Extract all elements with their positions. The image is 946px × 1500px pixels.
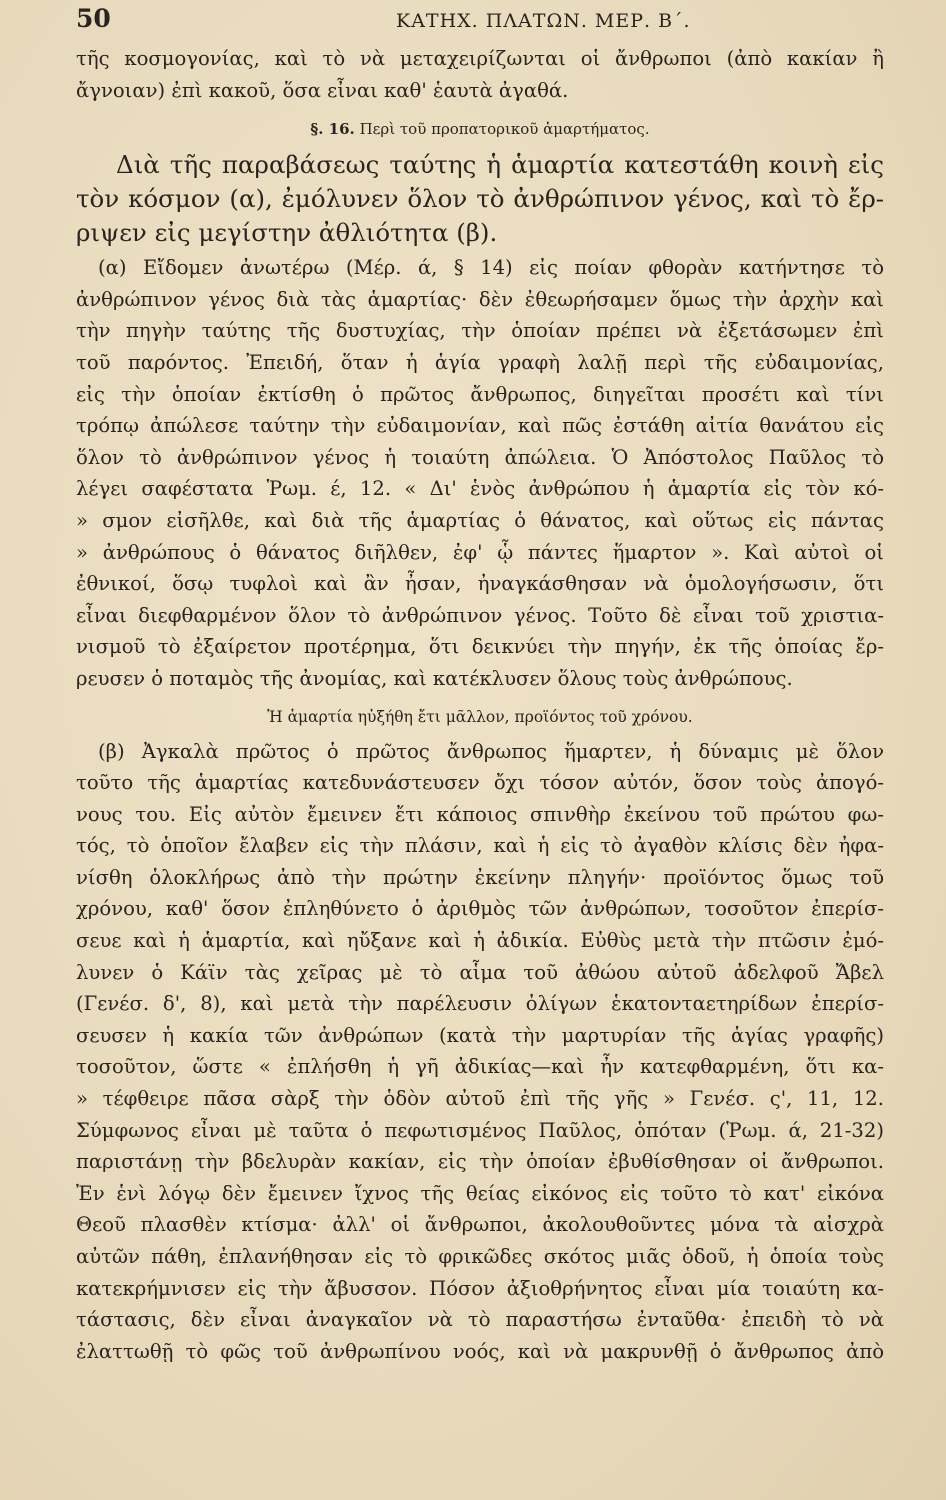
note-line: τάστασις, δὲν εἶναι ἀναγκαῖον νὰ τὸ παραστήσω ἐνταῦθα· ἐπειδὴ τὸ νὰ (76, 1308, 884, 1332)
note-line: νίσθη ὁλοκλήρως ἀπὸ τὴν πρώτην ἐκείνην πληγήν· προϊόντος ὅμως τοῦ (76, 865, 884, 889)
note-line: τοῦτο τῆς ἁμαρτίας κατεδυνάστευσεν ὄχι τόσον αὐτόν, ὅσον τοὺς ἀπογό- (76, 771, 884, 795)
note-line: » σμον εἰσῆλθε, καὶ διὰ τῆς ἁμαρτίας ὁ θάνατος, καὶ οὕτως εἰς πάντας (76, 508, 884, 532)
note-line: εἶναι διεφθαρμένον ὅλον τὸ ἀνθρώπινον γένος. Τοῦτο δὲ εἶναι τοῦ χριστια- (76, 603, 884, 627)
page-number: 50 (76, 4, 111, 33)
note-line: ἀνθρώπινον γένος διὰ τὰς ἁμαρτίας· δὲν ἐθεωρήσαμεν ὅμως τὴν ἀρχὴν καὶ (76, 287, 884, 311)
main-text-line: Διὰ τῆς παραβάσεως ταύτης ἡ ἁμαρτία κατεστάθη κοινὴ εἰς (116, 150, 884, 180)
note-line: εἰς τὴν ὁποίαν ἐκτίσθη ὁ πρῶτος ἄνθρωπος, διηγεῖται προσέτι καὶ τίνι (76, 382, 884, 406)
note-line: (Γενέσ. δ', 8), καὶ μετὰ τὴν παρέλευσιν ὀλίγων ἑκατονταετηρίδων ἐπερίσ- (76, 992, 884, 1016)
note-line: σευσεν ἡ κακία τῶν ἀνθρώπων (κατὰ τὴν μαρτυρίαν τῆς ἁγίας γραφῆς) (76, 1023, 884, 1047)
note-line: χρόνου, καθ' ὅσον ἐπληθύνετο ὁ ἀριθμὸς τῶν ἀνθρώπων, τοσοῦτον ἐπερίσ- (76, 897, 884, 921)
note-line: ἐθνικοί, ὅσῳ τυφλοὶ καὶ ἂν ἦσαν, ἠναγκάσθησαν νὰ ὁμολογήσωσιν, ὅτι (76, 572, 884, 596)
note-line: » τέφθειρε πᾶσα σὰρξ τὴν ὁδὸν αὐτοῦ ἐπὶ τῆς γῆς » Γενέσ. ς', 11, 12. (76, 1087, 884, 1111)
note-line: τοσοῦτον, ὥστε « ἐπλήσθη ἡ γῆ ἀδικίας—καὶ ἦν κατεφθαρμένη, ὅτι κα- (76, 1055, 884, 1079)
note-a (76, 252, 884, 694)
section-heading (76, 114, 884, 144)
running-head: ΚΑΤΗΧ. ΠΛΑΤΩΝ. ΜΕΡ. Β΄. (396, 10, 691, 32)
subheading: Ἡ ἁμαρτία ηὐξήθη ἔτι μᾶλλον, προϊόντος τοῦ χρόνου. (267, 707, 693, 726)
note-line: Ἐν ἑνὶ λόγῳ δὲν ἔμεινεν ἴχνος τῆς θείας εἰκόνος εἰς τοῦτο τὸ κατ' εἰκόνα (76, 1181, 884, 1205)
note-line: λέγει σαφέστατα Ῥωμ. έ, 12. « Δι' ἑνὸς ἀνθρώπου ἡ ἁμαρτία εἰς τὸν κό- (76, 477, 884, 501)
note-line: Σύμφωνος εἶναι μὲ ταῦτα ὁ πεφωτισμένος Παῦλος, ὁπόταν (Ῥωμ. ά, 21-32) (76, 1118, 884, 1142)
continuation-text (76, 43, 884, 106)
section-number: §. 16. (310, 120, 355, 139)
main-text (76, 148, 884, 250)
note-line: ἐλαττωθῇ τὸ φῶς τοῦ ἀνθρωπίνου νοός, καὶ νὰ μακρυνθῇ ὁ ἄνθρωπος ἀπὸ (76, 1339, 884, 1363)
page-header (76, 0, 884, 38)
note-line: παριστάνῃ τὴν βδελυρὰν κακίαν, εἰς τὴν ὁποίαν ἐβυθίσθησαν οἱ ἄνθρωποι. (76, 1150, 884, 1174)
note-line: κατεκρήμνισεν εἰς τὴν ἄβυσσον. Πόσον ἀξιοθρήνητος εἶναι μία τοιαύτη κα- (76, 1276, 884, 1300)
note-line: λυνεν ὁ Κάϊν τὰς χεῖρας μὲ τὸ αἷμα τοῦ ἀθώου αὐτοῦ ἀδελφοῦ Ἄβελ (76, 960, 884, 984)
note-line: νισμοῦ τὸ ἐξαίρετον προτέρημα, ὅτι δεικνύει τὴν πηγήν, ἐκ τῆς ὁποίας ἔρ- (76, 635, 884, 659)
note-line: αὐτῶν πάθη, ἐπλανήθησαν εἰς τὸ φρικῶδες σκότος μιᾶς ὁδοῦ, ἡ ὁποία τοὺς (76, 1245, 884, 1268)
note-line: τός, τὸ ὁποῖον ἔλαβεν εἰς τὴν πλάσιν, καὶ ἡ εἰς τὸ ἀγαθὸν κλίσις δὲν ἠφα- (76, 834, 884, 858)
note-line: τὴν πηγὴν ταύτης τῆς δυστυχίας, τὴν ὁποίαν πρέπει νὰ ἐξετάσωμεν ἐπὶ (76, 319, 884, 343)
text-line: ἄγνοιαν) ἐπὶ κακοῦ, ὅσα εἶναι καθ' ἑαυτὰ ἀγαθά. (76, 78, 569, 102)
note-b (76, 736, 884, 1368)
note-line: (β) Ἀγκαλὰ πρῶτος ὁ πρῶτος ἄνθρωπος ἥμαρτεν, ἡ δύναμις μὲ ὅλον (98, 739, 884, 763)
note-line: σευε καὶ ἡ ἁμαρτία, καὶ ηὔξανε καὶ ἡ ἀδικία. Εὐθὺς μετὰ τὴν πτῶσιν ἐμό- (76, 929, 884, 953)
section-title: Περὶ τοῦ προπατορικοῦ ἁμαρτήματος. (359, 120, 650, 139)
note-line: (α) Εἴδομεν ἀνωτέρω (Μέρ. ά, § 14) εἰς ποίαν φθορὰν κατήντησε τὸ (98, 256, 884, 280)
note-line: τοῦ παρόντος. Ἐπειδή, ὅταν ἡ ἁγία γραφὴ λαλῇ περὶ τῆς εὐδαιμονίας, (76, 350, 884, 374)
note-line: ὅλον τὸ ἀνθρώπινον γένος ἡ τοιαύτη ἀπώλεια. Ὁ Ἀπόστολος Παῦλος τὸ (76, 445, 884, 469)
main-text-line: ριψεν εἰς μεγίστην ἀθλιότητα (β). (76, 218, 498, 248)
note-line: νους του. Εἰς αὐτὸν ἔμεινεν ἔτι κάποιος σπινθὴρ ἐκείνου τοῦ πρώτου φω- (76, 802, 884, 826)
text-line: τῆς κοσμογονίας, καὶ τὸ νὰ μεταχειρίζωνται οἱ ἄνθρωποι (ἀπὸ κακίαν ἢ (76, 47, 884, 70)
main-text-line: τὸν κόσμον (α), ἐμόλυνεν ὅλον τὸ ἀνθρώπινον γένος, καὶ τὸ ἔρ- (76, 184, 884, 214)
note-line: » ἀνθρώπους ὁ θάνατος διῆλθεν, ἐφ' ᾧ πάντες ἥμαρτον ». Καὶ αὐτοὶ οἱ (76, 540, 884, 564)
note-line: Θεοῦ πλασθὲν κτίσμα· ἀλλ' οἱ ἄνθρωποι, ἀκολουθοῦντες μόνα τὰ αἰσχρὰ (76, 1213, 884, 1237)
note-line: τρόπῳ ἀπώλεσε ταύτην τὴν εὐδαιμονίαν, καὶ πῶς ἐστάθη αἰτία θανάτου εἰς (76, 414, 884, 438)
note-line: ρευσεν ὁ ποταμὸς τῆς ἀνομίας, καὶ κατέκλυσεν ὅλους τοὺς ἀνθρώπους. (76, 666, 793, 690)
